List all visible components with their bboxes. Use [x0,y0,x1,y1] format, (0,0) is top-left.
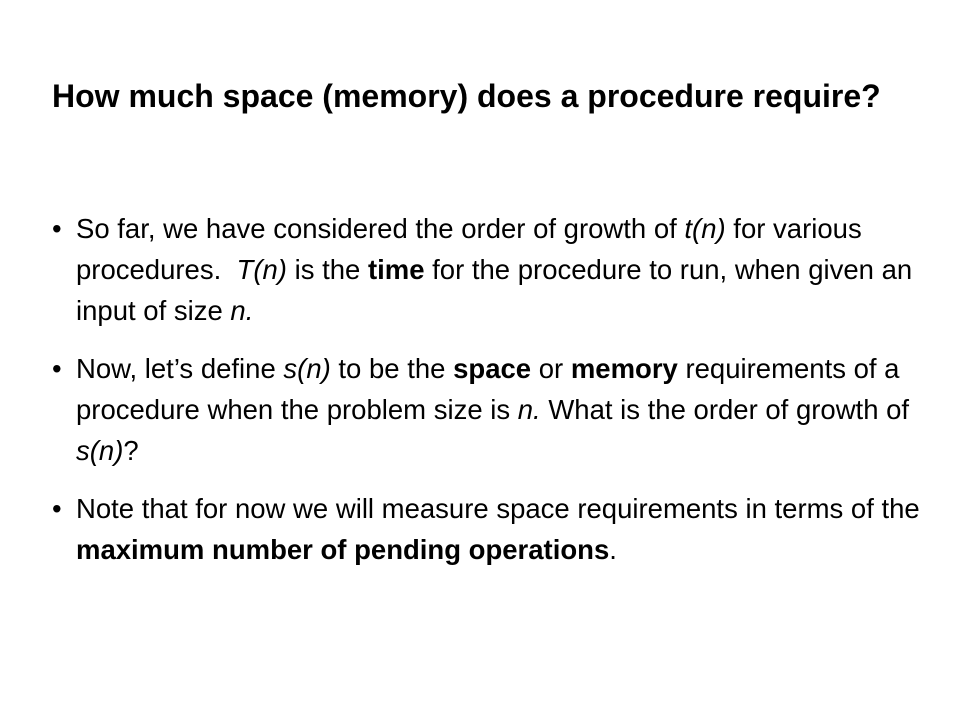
bullet-text-segment: . [609,534,617,565]
bullet-marker: • [52,493,62,524]
bullet-text-segment: So far, we have considered the order of growth of [76,213,685,244]
bullet-text-segment: Note that for now we will measure space requirements in terms of the [76,493,920,524]
bullet-text-segment: is the [286,254,368,285]
bullet-text-segment: T(n) [236,254,287,285]
bullet-item-pending-operations [52,488,932,570]
bullet-text-segment: to be the [330,353,454,384]
bullet-text-segment: requirements of a procedure when the problem size is [76,353,900,425]
bullet-text-segment: for various procedures. [76,213,870,285]
bullet-text-segment: What is the order of growth of [540,394,910,425]
bullet-text-segment: time [367,254,425,285]
bullet-text-segment: Now, let’s define [76,353,284,384]
bullet-text-segment: for the procedure to run, when given an input of size [76,254,913,326]
bullet-list [52,208,932,587]
slide-title: How much space (memory) does a procedure require? [52,78,881,114]
bullet-item-space [52,348,932,471]
bullet-text-segment: maximum number of pending operations [76,534,610,565]
bullet-text-segment: or [531,353,571,384]
bullet-text-segment: n. [230,295,254,326]
bullet-item-time [52,208,932,331]
bullet-text-segment: n. [517,394,541,425]
bullet-text-segment: s(n) [283,353,331,384]
bullet-text-segment: ? [123,435,139,466]
bullet-text-segment: t(n) [684,213,726,244]
bullet-marker: • [52,353,62,384]
bullet-marker: • [52,213,62,244]
bullet-text-segment: memory [570,353,678,384]
bullet-text-segment: space [453,353,532,384]
bullet-text-segment: s(n) [76,435,124,466]
